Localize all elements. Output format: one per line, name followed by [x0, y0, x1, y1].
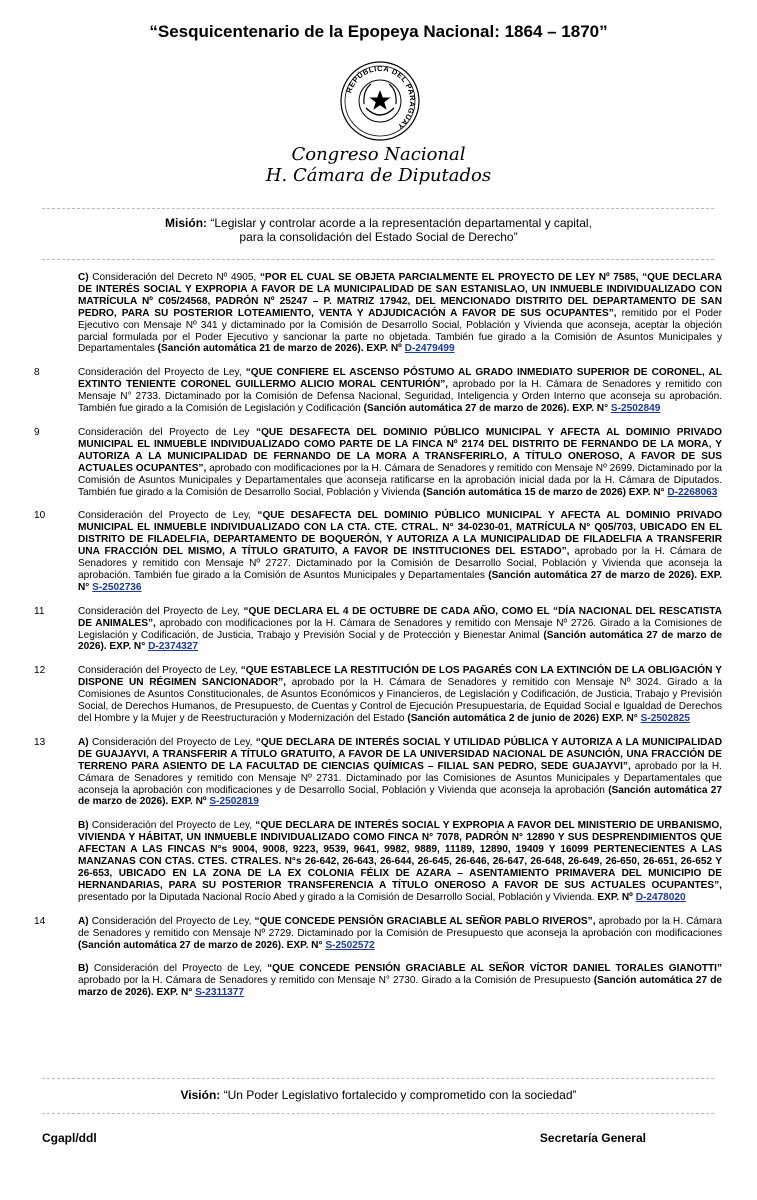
paragraph-label: A) [78, 736, 89, 748]
expediente-link[interactable]: S-2311377 [195, 987, 245, 999]
expediente-link[interactable]: D-2268063 [667, 486, 718, 498]
paragraph-intro: Consideración del Proyecto de Ley, [88, 915, 255, 927]
expediente-link[interactable]: D-2478020 [635, 891, 686, 903]
bill-title: “QUE DESAFECTA DEL DOMINIO PÚBLICO MUNICIPAL Y AFECTA AL DOMINIO PRIVADO MUNICIPAL EL INMUEBLE INDIVIDUALIZADO CON LA CTA. CTE. CTRAL. N° 34-0230-01, MATRÍCULA N° Q05/703, UBICADO EN EL DISTRITO DE FILADELFIA, DEPARTAMENTO DE BOQUERÓN, Y AUTORIZA A LA MUNICIPALIDAD DE FILADELFIA A TRANSFERIR UNA FRACCIÓN DEL MISMO, A TÍTULO GRATUITO, A FAVOR DE INSTITUCIONES DEL ESTADO”, [78, 510, 722, 558]
paragraph-label: B) [78, 820, 89, 832]
item-paragraph [78, 367, 722, 415]
bill-title: “QUE DECLARA DE INTERÉS SOCIAL Y UTILIDAD PÚBLICA Y AUTORIZA A LA MUNICIPALIDAD DE GUAJAYVI, A TRANSFERIR A TÍTULO GRATUITO, A FAVOR DE LA UNIVERSIDAD NACIONAL DE ASUNCIÓN, UNA FRACCIÓN DE TERRENO PARA ASIENTO DE LA FACULTAD DE CIENCIAS QUÍMICAS – FILIAL SAN PEDRO, SEDE GUAJAYVI”, [78, 736, 722, 772]
expediente-link[interactable]: D-2479499 [404, 343, 455, 355]
item-number: 13 [34, 736, 46, 748]
agenda-item [34, 606, 722, 666]
item-paragraph [78, 427, 722, 498]
sancion-note: (Sanción automática 27 de marzo de 2026). EXP. N° [363, 403, 609, 415]
paragraph-body: aprobado por la H. Cámara de Senadores y remitido con Mensaje Nº 2729. Dictaminado por la Comisión de Presupuesto que aconseja la aprobación con modificaciones [78, 915, 722, 939]
vision-label: Visión: [180, 1088, 221, 1102]
item-paragraph [78, 820, 722, 903]
paragraph-intro: Consideración del Proyecto de Ley, [88, 963, 268, 975]
paragraph-body: aprobado por la H. Cámara de Senadores y remitido con Mensaje Nº 2727. Dictaminado por la Comisión de Desarrollo Social, Población y Vivienda que aconseja la aprobación. También fue girado a la Comisión de Asuntos Municipales y Departamentales [78, 546, 722, 581]
paragraph-body: aprobado por la H. Cámara de Senadores y remitido con Mensaje N° 2730. Girado a la Comisión de Presupuesto [78, 975, 594, 987]
item-paragraph [78, 510, 722, 593]
item-paragraph [78, 737, 722, 808]
sancion-note: (Sanción automática 21 de marzo de 2026). EXP. Nº [157, 343, 402, 355]
paraguay-seal-icon [339, 60, 421, 142]
sancion-note: (Sanción automática 27 de marzo de 2026). EXP. Nº [78, 784, 723, 808]
agenda-item [34, 427, 722, 510]
sancion-note: (Sanción automática 15 de marzo de 2026) EXP. N° [422, 486, 665, 498]
page-title: “Sesquicentenario de la Epopeya Nacional: 1864 – 1870” [149, 22, 608, 41]
paragraph-body: remitido por el Poder Ejecutivo con Mensaje Nº 341 y dictaminado por la Comisión de Desarrollo Social, Población y Vivienda que aconseja, aceptar la objeción parcial formulada por el Poder Ejecutivo y sancionar la parte no objetada. También fue girado a la Comisión de Asuntos Municipales y Departamentales [78, 307, 723, 355]
paragraph-body: presentado por la Diputada Nacional Rocío Abed y girado a la Comisión de Desarrollo Social, Población y Vivienda. [78, 891, 598, 903]
sancion-note: (Sanción automática 27 de marzo de 2026). EXP. N° [78, 975, 722, 999]
paragraph-body: aprobado por la H. Cámara de Senadores y remitido con Mensaje N° 2733. Dictaminado por la Comisión de Defensa Nacional, Seguridad, Inteligencia y Orden Interno que aconseja su aprobación. También fue girado a la Comisión de Legislación y Codificación [78, 379, 722, 415]
paragraph-intro: Consideración del Decreto Nº 4905, [88, 272, 260, 283]
paragraph-intro: Consideración del Proyecto de Ley, [78, 367, 246, 379]
paragraph-body: aprobado con modificaciones por la H. Cámara de Senadores y remitido con Mensaje Nº 2726. Girado a la Comisiones de Legislación y Codificación, de Justicia, Trabajo y Previsión Social y de Protección y Bienestar Animal [78, 617, 722, 641]
item-paragraph [78, 916, 722, 952]
item-paragraph [78, 963, 722, 999]
paragraph-intro: Consideración del Proyecto de Ley, [78, 665, 241, 677]
bill-title: “QUE ESTABLECE LA RESTITUCIÓN DE LOS PAGARÉS CON LA EXTINCIÓN DE LA OBLIGACIÓN Y DISPONE UN RÉGIMEN SANCIONADOR”, [78, 665, 723, 689]
mission-label: Misión: [165, 216, 208, 230]
agenda-list [34, 272, 722, 1011]
agenda-item [34, 916, 722, 1011]
divider [42, 1078, 714, 1079]
bill-title: “QUE DESAFECTA DEL DOMINIO PÚBLICO MUNICIPAL Y AFECTA AL DOMINIO PRIVADO MUNICIPAL EL INMUEBLE INDIVIDUALIZADO COMO PARTE DE LA FINCA Nº 2174 DEL DISTRITO DE FERNANDO DE LA MORA, Y AUTORIZA A LA MUNICIPALIDAD DE FERNANDO DE LA MORA A TRANSFERIRLO, A TÍTULO ONEROSO, A FAVOR DE SUS ACTUALES OCUPANTES”, [78, 426, 722, 474]
item-paragraph [78, 665, 722, 725]
item-number: 14 [34, 915, 46, 927]
seal-text: REPÚBLICA DEL PARAGUAY [344, 63, 418, 132]
item-number: 11 [34, 605, 45, 617]
paragraph-body: aprobado por la H. Cámara de Senadores y remitido con Mensaje Nº 3024. Girado a la Comisiones de Asuntos Constitucionales, de Asuntos Económicos y Financieros, de Legislación y Codificación, de Justicia, Trabajo y Previsión Social, de Derechos Humanos, de Presupuesto, de Cuentas y Control de Ejecución Presupuestaria, de Equidad Social e Igualdad de Derechos del Hombre y la Mujer y de Reestructuración y Modernización del Estado [78, 677, 722, 724]
expediente-link[interactable]: S-2502572 [325, 939, 375, 951]
vision-statement [0, 1088, 757, 1102]
mission-statement [0, 216, 757, 244]
footer-initials: Cgapl/ddl [42, 1131, 97, 1145]
mission-line2: para la consolidación del Estado Social de Derecho” [239, 230, 518, 244]
item-number [34, 272, 78, 367]
expediente-link[interactable]: S-2502849 [610, 403, 661, 415]
paragraph-intro: Consideración del Proyecto de Ley, [88, 820, 256, 832]
paragraph-label: A) [78, 915, 89, 927]
paragraph-body: aprobado por la H. Cámara de Senadores y remitido con Mensaje Nº 2731. Dictaminado por las Comisiones de Asuntos Municipales y Departamentales que aconseja la aprobación con modificaciones y de Desarrollo Social, Población y Vivienda que aconseja la aprobación [78, 760, 722, 796]
paragraph-body: aprobado con modificaciones por la H. Cámara de Senadores y remitido con Mensaje Nº 2699. Dictaminado por la Comisión de Asuntos Municipales y Departamentales que aconseja ratificarse en la aprobación inicial dada por la H. Cámara de Diputados. También fue girado a la Comisión de Desarrollo Social, Población y Vivienda [78, 462, 722, 498]
item-number: 8 [34, 367, 40, 379]
bill-title: “QUE CONFIERE EL ASCENSO PÓSTUMO AL GRADO INMEDIATO SUPERIOR DE CORONEL, AL EXTINTO TENIENTE CORONEL GUILLERMO ALICIO MORAL CENTURIÓN”, [78, 367, 723, 391]
divider [42, 1113, 714, 1114]
sancion-note: (Sanción automática 27 de marzo de 2026). EXP. N° [78, 629, 723, 653]
sancion-note: (Sanción automática 27 de marzo de 2026). EXP. N° [78, 939, 323, 951]
agenda-item [34, 665, 722, 737]
paragraph-intro: Consideración del Proyecto de Ley, [78, 605, 244, 617]
vision-text: “Un Poder Legislativo fortalecido y comprometido con la sociedad” [223, 1088, 577, 1102]
item-number: 10 [34, 510, 46, 522]
sancion-note: (Sanción automática 27 de marzo de 2026). EXP. N° [78, 569, 722, 593]
item-paragraph [78, 272, 722, 355]
paragraph-label: C) [78, 272, 89, 283]
footer-signature: Secretaría General [539, 1131, 646, 1145]
agenda-item [34, 737, 722, 916]
expediente-link[interactable]: S-2502736 [92, 581, 142, 593]
bill-title: “QUE CONCEDE PENSIÓN GRACIABLE AL SEÑOR PABLO RIVEROS”, [254, 915, 596, 927]
item-number: 12 [34, 665, 46, 677]
paragraph-intro: Consideración del Proyecto de Ley, [78, 510, 258, 522]
bill-title: “QUE DECLARA EL 4 DE OCTUBRE DE CADA AÑO, COMO EL “DÍA NACIONAL DEL RESCATISTA DE ANIMALES”, [78, 605, 723, 629]
bill-title: “QUE CONCEDE PENSIÓN GRACIABLE AL SEÑOR VÍCTOR DANIEL TORALES GIANOTTI” [267, 963, 722, 975]
expediente-link[interactable]: D-2374327 [148, 641, 199, 653]
paragraph-intro: Consideración del Proyecto de Ley, [88, 736, 256, 748]
paragraph-intro: Consideración del Proyecto de Ley [78, 426, 257, 438]
chamber-name: H. Cámara de Diputados [265, 165, 492, 186]
expediente-link[interactable]: S-2502819 [209, 796, 259, 808]
item-number: 9 [34, 426, 40, 438]
bill-title: “POR EL CUAL SE OBJETA PARCIALMENTE EL PROYECTO DE LEY Nº 7585, “QUE DECLARA DE INTERÉS SOCIAL Y EXPROPIA A FAVOR DE LA MUNICIPALIDAD DE SAN ESTANISLAO, UN INMUEBLE INDIVIDUALIZADO CON MATRÍCULA Nº C05/24568, PADRÓN Nº 25247 – P. MATRIZ 17942, DEL MENCIONADO DISTRITO DEL DEPARTAMENTO DE SAN PEDRO, PARA SU POSTERIOR LOTEAMIENTO, VENTA Y ADJUDICACIÓN A FAVOR DE SUS OCUPANTES”, [78, 272, 723, 319]
agenda-item [34, 510, 722, 605]
agenda-item [34, 367, 722, 427]
sancion-note: (Sanción automática 2 de junio de 2026) EXP. N° [407, 713, 638, 724]
paragraph-label: B) [78, 963, 89, 975]
expediente-link[interactable]: S-2502825 [640, 713, 690, 724]
sancion-note: EXP. Nº [597, 891, 633, 903]
mission-line1: “Legislar y controlar acorde a la representación departamental y capital, [210, 216, 592, 230]
agenda-item [34, 272, 722, 367]
bill-title: “QUE DECLARA DE INTERÉS SOCIAL Y EXPROPIA A FAVOR DEL MINISTERIO DE URBANISMO, VIVIENDA Y HÁBITAT, UN INMUEBLE INDIVIDUALIZADO COMO FINCA N° 7078, PADRÓN N° 12890 Y SUS DESPRENDIMIENTOS QUE AFECTAN A LAS FINCAS N°s 9004, 9008, 9223, 9539, 9641, 9982, 9889, 11189, 12890, 19409 Y 16099 PERTENECIENTES A LAS MANZANAS CON CTAS. CTES. CTRALES. N°s 26-642, 26-643, 26-644, 26-645, 26-646, 26-647, 26-648, 26-649, 26-650, 26-651, 26-652 Y 26-653, UBICADO EN LA ZONA DE LA EX COLONIA FÉLIX DE AZARA – ASENTAMIENTO PRIMAVERA DEL MUNICIPIO DE HERNANDARIAS, PARA SU POSTERIOR TRANSFERENCIA A TÍTULO ONEROSO A FAVOR DE SUS ACTUALES OCUPANTES”, [78, 820, 722, 891]
divider [42, 259, 714, 260]
divider [42, 208, 714, 209]
item-paragraph [78, 606, 722, 654]
institution-name: Congreso Nacional [291, 144, 466, 165]
